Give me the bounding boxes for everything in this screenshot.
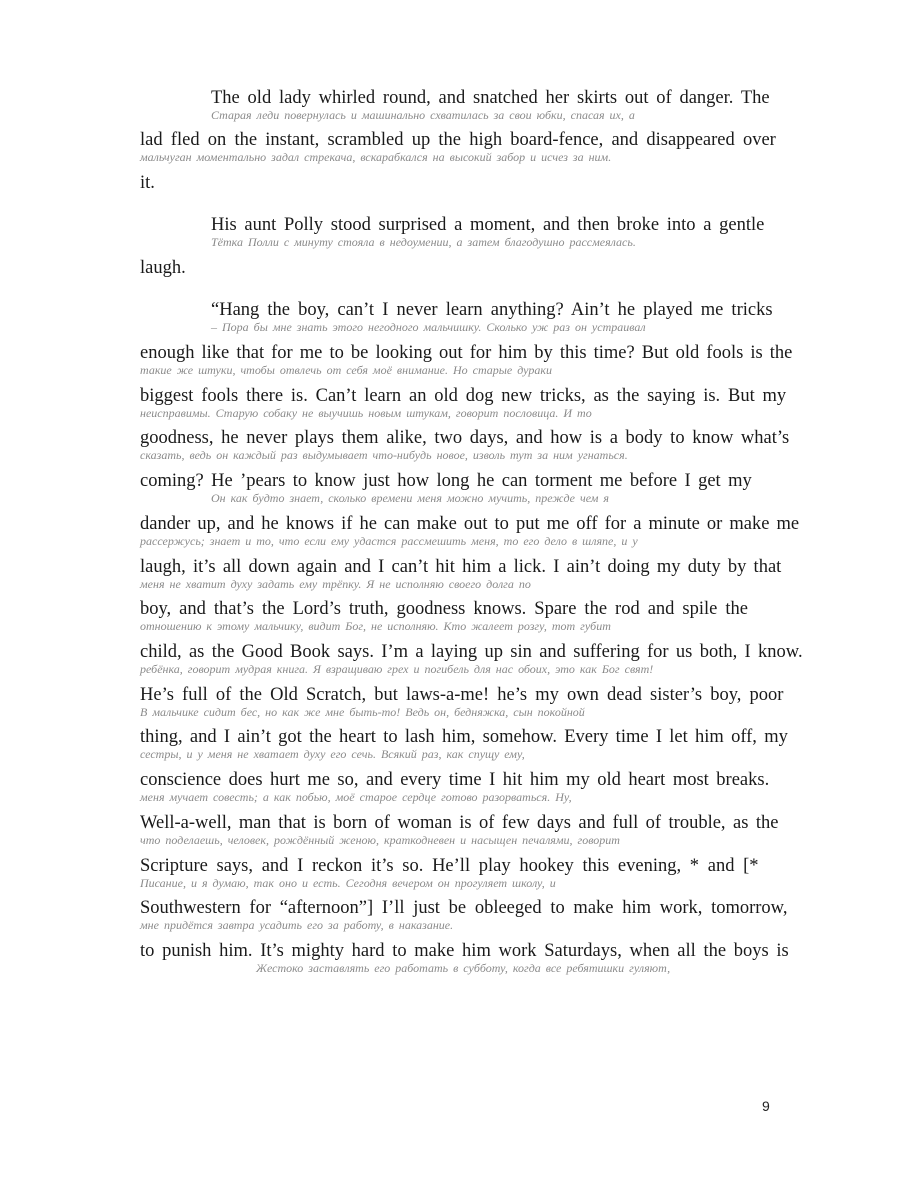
russian-translation-line: сказать, ведь он каждый раз выдумывает что-нибудь новое, изволь тут за ним угнаться.	[140, 448, 628, 462]
english-line: thing, and I ain’t got the heart to lash him, somehow. Every time I let him off, my	[140, 727, 788, 747]
russian-translation-line: ребёнка, говорит мудрая книга. Я взращиваю грех и погибель для нас обоих, это как Бог свят!	[140, 662, 654, 676]
russian-translation-line: такие же штуки, чтобы отвлечь от себя моё внимание. Но старые дураки	[140, 363, 552, 377]
russian-translation-line: меня мучает совесть; а как побью, моё старое сердце готово разорваться. Ну,	[140, 790, 572, 804]
russian-translation-line: мне придётся завтра усадить его за работу, в наказание.	[140, 918, 454, 932]
english-line: Well-a-well, man that is born of woman is of few days and full of trouble, as the	[140, 813, 779, 833]
english-line: Scripture says, and I reckon it’s so. He’ll play hookey this evening, * and [*	[140, 856, 759, 876]
russian-translation-line: Писание, и я думаю, так оно и есть. Сегодня вечером он прогуляет школу, и	[140, 876, 556, 890]
russian-translation-line: сестры, и у меня не хватает духу его сечь. Всякий раз, как спущу ему,	[140, 747, 525, 761]
russian-translation-line: В мальчике сидит бес, но как же мне быть-то! Ведь он, бедняжка, сын покойной	[140, 705, 585, 719]
english-line: enough like that for me to be looking out for him by this time? But old fools is the	[140, 343, 793, 363]
english-line: “Hang the boy, can’t I never learn anything? Ain’t he played me tricks	[211, 300, 773, 320]
english-line: to punish him. It’s mighty hard to make him work Saturdays, when all the boys is	[140, 941, 789, 961]
english-line: boy, and that’s the Lord’s truth, goodness knows. Spare the rod and spile the	[140, 599, 748, 619]
english-line: it.	[140, 173, 155, 193]
russian-translation-line: меня не хватит духу задать ему трёпку. Я не исполняю своего долга по	[140, 577, 531, 591]
english-line: His aunt Polly stood surprised a moment, and then broke into a gentle	[211, 215, 765, 235]
russian-translation-line: – Пора бы мне знать этого негодного мальчишку. Сколько уж раз он устраивал	[211, 320, 646, 334]
russian-translation-line: Тётка Полли с минуту стояла в недоумении, а затем благодушно рассмеялась.	[211, 235, 636, 249]
russian-translation-line: Старая леди повернулась и машинально схватилась за свои юбки, спасая их, а	[211, 108, 635, 122]
english-line: laugh, it’s all down again and I can’t hit him a lick. I ain’t doing my duty by that	[140, 557, 782, 577]
page-number: 9	[762, 1098, 770, 1114]
english-line: coming? He ’pears to know just how long he can torment me before I get my	[140, 471, 752, 491]
russian-translation-line: мальчуган моментально задал стрекача, вскарабкался на высокий забор и исчез за ним.	[140, 150, 612, 164]
russian-translation-line: неисправимы. Старую собаку не выучишь новым штукам, говорит пословица. И то	[140, 406, 592, 420]
english-line: goodness, he never plays them alike, two days, and how is a body to know what’s	[140, 428, 790, 448]
english-line: The old lady whirled round, and snatched her skirts out of danger. The	[211, 88, 770, 108]
english-line: lad fled on the instant, scrambled up the high board-fence, and disappeared over	[140, 130, 776, 150]
english-line: biggest fools there is. Can’t learn an old dog new tricks, as the saying is. But my	[140, 386, 787, 406]
russian-translation-line: Он как будто знает, сколько времени меня можно мучить, прежде чем я	[211, 491, 609, 505]
english-line: dander up, and he knows if he can make out to put me off for a minute or make me	[140, 514, 800, 534]
russian-translation-line: рассержусь; знает и то, что если ему удастся рассмешить меня, то его дело в шляпе, и у	[140, 534, 638, 548]
russian-translation-line: отношению к этому мальчику, видит Бог, не исполняю. Кто жалеет розгу, тот губит	[140, 619, 611, 633]
english-line: conscience does hurt me so, and every time I hit him my old heart most breaks.	[140, 770, 770, 790]
russian-translation-line: что поделаешь, человек, рождённый женою, краткодневен и насыщен печалями, говорит	[140, 833, 620, 847]
russian-translation-line: Жестоко заставлять его работать в субботу, когда все ребятишки гуляют,	[256, 961, 671, 975]
english-line: child, as the Good Book says. I’m a laying up sin and suffering for us both, I know.	[140, 642, 803, 662]
english-line: Southwestern for “afternoon”] I’ll just be obleeged to make him work, tomorrow,	[140, 898, 788, 918]
english-line: laugh.	[140, 258, 186, 278]
english-line: He’s full of the Old Scratch, but laws-a-me! he’s my own dead sister’s boy, poor	[140, 685, 784, 705]
